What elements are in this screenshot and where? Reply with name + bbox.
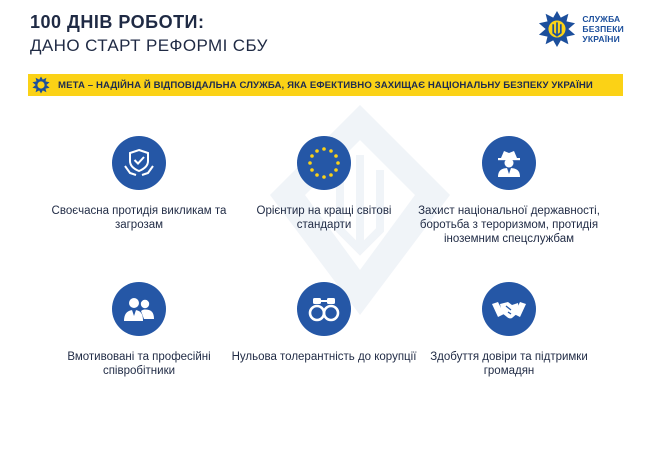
feature-item-staff [44,282,234,378]
page-subtitle: ДАНО СТАРТ РЕФОРМІ СБУ [30,36,268,55]
shield-hands-icon [122,146,156,180]
brand-line-1: СЛУЖБА [582,14,621,24]
banner-text: МЕТА – НАДІЙНА Й ВІДПОВІДАЛЬНА СЛУЖБА, ЯКА ЕФЕКТИВНО ЗАХИЩАЄ НАЦІОНАЛЬНУ БЕЗПЕКУ УКРАЇНИ [58,79,593,91]
page-title: 100 ДНІВ РОБОТИ: [30,12,205,32]
feature-label: Нульова толерантність до корупції [231,351,417,363]
eu-stars-icon [304,143,344,183]
brand-line-3: УКРАЇНИ [582,34,620,44]
team-icon [121,292,157,326]
feature-label: Вмотивовані та професійні співробітники [67,351,211,377]
feature-item-corruption [229,282,419,364]
feature-label: Орієнтир на кращі світові стандарти [256,205,392,231]
spy-icon [492,146,526,180]
feature-label: Здобуття довіри та підтримки громадян [430,351,588,377]
handcuffs-icon [306,292,342,326]
feature-item-protection [414,136,604,246]
feature-item-trust [414,282,604,378]
feature-label: Своєчасна протидія викликам та загрозам [51,205,227,231]
feature-item-threats [44,136,234,232]
brand-line-2: БЕЗПЕКИ [582,24,624,34]
feature-label: Захист національної державності, боротьба з тероризмом, протидія іноземним спецслужбам [418,205,600,245]
feature-item-standards [229,136,419,232]
handshake-icon [490,292,528,326]
